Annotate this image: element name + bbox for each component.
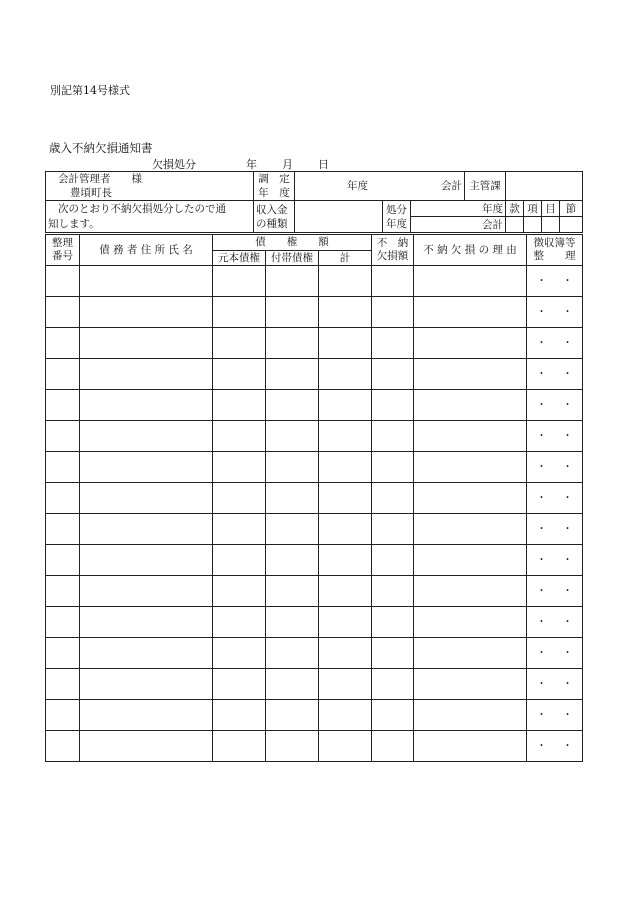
- ledger-dot: ・: [536, 274, 547, 287]
- debtor-cell[interactable]: [80, 483, 213, 514]
- table-row: [46, 266, 583, 297]
- table-row: [46, 421, 583, 452]
- unpaid-cell[interactable]: [372, 297, 414, 328]
- total-cell[interactable]: [319, 266, 372, 297]
- disposal-fiscal-year: 年度: [411, 201, 506, 217]
- reason-cell[interactable]: [414, 638, 527, 669]
- assessment-label-line2: 年 度: [258, 187, 290, 199]
- fiscal-year-text: 年度: [347, 180, 368, 192]
- principal-cell[interactable]: [213, 421, 266, 452]
- table-row: [46, 483, 583, 514]
- ledger-cell[interactable]: [527, 669, 583, 700]
- debtor-cell[interactable]: [80, 576, 213, 607]
- ledger-dot: ・: [562, 646, 573, 659]
- debtor-cell[interactable]: [80, 638, 213, 669]
- disposal-account: 会計: [411, 217, 506, 233]
- debtor-cell[interactable]: [80, 421, 213, 452]
- principal-cell[interactable]: [213, 328, 266, 359]
- incidental-cell[interactable]: [266, 576, 319, 607]
- incidental-cell[interactable]: [266, 297, 319, 328]
- assessment-year-label: [254, 172, 295, 201]
- reason-cell[interactable]: [414, 390, 527, 421]
- reason-cell[interactable]: [414, 297, 527, 328]
- reason-cell[interactable]: [414, 328, 527, 359]
- unpaid-cell[interactable]: [372, 700, 414, 731]
- debtor-cell[interactable]: [80, 700, 213, 731]
- ledger-dot: ・: [536, 646, 547, 659]
- principal-cell[interactable]: [213, 576, 266, 607]
- table-row: [46, 576, 583, 607]
- reason-cell[interactable]: [414, 576, 527, 607]
- ledger-cell[interactable]: [527, 576, 583, 607]
- table-row: [46, 359, 583, 390]
- unpaid-line1: 不 納: [376, 237, 409, 249]
- reason-cell[interactable]: [414, 669, 527, 700]
- detail-table: [45, 234, 583, 762]
- ledger-header: [527, 235, 583, 266]
- unpaid-cell[interactable]: [372, 669, 414, 700]
- debtor-cell[interactable]: [80, 669, 213, 700]
- principal-cell[interactable]: [213, 731, 266, 762]
- debtor-cell[interactable]: [80, 545, 213, 576]
- incidental-cell[interactable]: [266, 700, 319, 731]
- disposition-label: 欠損処分: [152, 158, 196, 171]
- principal-header: 元本債権: [213, 251, 266, 266]
- total-cell[interactable]: [319, 483, 372, 514]
- total-cell[interactable]: [319, 390, 372, 421]
- unpaid-line2: 欠損額: [376, 250, 409, 262]
- reason-header: 不 納 欠 損 の 理 由: [414, 235, 527, 266]
- account-text: 会計: [441, 180, 463, 192]
- disposal-year-label: [383, 201, 411, 233]
- ledger-cell[interactable]: [527, 483, 583, 514]
- ledger-cell[interactable]: [527, 266, 583, 297]
- debtor-cell[interactable]: [80, 607, 213, 638]
- notice-line2: 知します。: [48, 217, 100, 230]
- debtor-cell[interactable]: [80, 514, 213, 545]
- reason-cell[interactable]: [414, 545, 527, 576]
- ledger-dot: ・: [536, 491, 547, 504]
- debtor-cell[interactable]: [80, 390, 213, 421]
- debtor-cell[interactable]: [80, 731, 213, 762]
- disposal-label-line1: 処分: [386, 203, 407, 216]
- table-row: [46, 514, 583, 545]
- incidental-cell[interactable]: [266, 638, 319, 669]
- seiri-cell[interactable]: [46, 266, 80, 297]
- ledger-dot: ・: [562, 584, 573, 597]
- unpaid-cell[interactable]: [372, 390, 414, 421]
- seiri-cell[interactable]: [46, 669, 80, 700]
- ledger-dot: ・: [536, 429, 547, 442]
- unpaid-cell[interactable]: [372, 421, 414, 452]
- ledger-dot: ・: [536, 677, 547, 690]
- addressee-line1: 会計管理者 様: [58, 173, 142, 185]
- notice-cell: [46, 201, 254, 233]
- setsu-header: 節: [560, 201, 583, 217]
- ledger-dot: ・: [536, 739, 547, 752]
- dept-label: 主管課: [465, 172, 506, 201]
- seiri-cell[interactable]: [46, 700, 80, 731]
- incidental-cell[interactable]: [266, 545, 319, 576]
- seiri-cell[interactable]: [46, 638, 80, 669]
- ledger-dot: ・: [562, 491, 573, 504]
- ledger-cell[interactable]: [527, 297, 583, 328]
- principal-cell[interactable]: [213, 545, 266, 576]
- ledger-dot: ・: [562, 367, 573, 380]
- ledger-dot: ・: [536, 460, 547, 473]
- total-cell[interactable]: [319, 421, 372, 452]
- kou-value: [524, 217, 542, 233]
- incidental-cell[interactable]: [266, 328, 319, 359]
- total-cell[interactable]: [319, 514, 372, 545]
- total-cell[interactable]: [319, 607, 372, 638]
- ledger-dot: ・: [536, 305, 547, 318]
- incidental-cell[interactable]: [266, 390, 319, 421]
- incidental-cell[interactable]: [266, 607, 319, 638]
- ledger-dot: ・: [562, 305, 573, 318]
- seiri-cell[interactable]: [46, 731, 80, 762]
- principal-cell[interactable]: [213, 514, 266, 545]
- table-row: [46, 731, 583, 762]
- seiri-line2: 番号: [52, 250, 73, 262]
- ledger-cell[interactable]: [527, 421, 583, 452]
- reason-cell[interactable]: [414, 514, 527, 545]
- unpaid-cell[interactable]: [372, 731, 414, 762]
- claim-amount-header: 債 権 額: [213, 235, 372, 251]
- table-row: [46, 607, 583, 638]
- ledger-dot: ・: [562, 553, 573, 566]
- total-cell[interactable]: [319, 669, 372, 700]
- incidental-cell[interactable]: [266, 266, 319, 297]
- reason-cell[interactable]: [414, 452, 527, 483]
- revenue-type-label: [254, 201, 295, 233]
- incidental-cell[interactable]: [266, 483, 319, 514]
- reason-cell[interactable]: [414, 421, 527, 452]
- table-row: [46, 452, 583, 483]
- ledger-cell[interactable]: [527, 607, 583, 638]
- ledger-cell[interactable]: [527, 328, 583, 359]
- incidental-cell[interactable]: [266, 731, 319, 762]
- ledger-cell[interactable]: [527, 514, 583, 545]
- kan-value: [506, 217, 524, 233]
- seiri-header: [46, 235, 80, 266]
- table-row: [46, 390, 583, 421]
- principal-cell[interactable]: [213, 638, 266, 669]
- seiri-cell[interactable]: [46, 452, 80, 483]
- ledger-line1: 徴収簿等: [533, 237, 576, 249]
- table-row: [46, 700, 583, 731]
- table-row: [46, 638, 583, 669]
- ledger-line2: 整 理: [533, 250, 576, 262]
- disposition-year: 年: [246, 158, 257, 171]
- ledger-dot: ・: [562, 336, 573, 349]
- seiri-cell[interactable]: [46, 297, 80, 328]
- ledger-cell[interactable]: [527, 638, 583, 669]
- ledger-dot: ・: [562, 398, 573, 411]
- ledger-cell[interactable]: [527, 359, 583, 390]
- reason-cell[interactable]: [414, 359, 527, 390]
- moku-header: 目: [542, 201, 560, 217]
- principal-cell[interactable]: [213, 483, 266, 514]
- seiri-line1: 整理: [52, 237, 73, 249]
- incidental-cell[interactable]: [266, 359, 319, 390]
- incidental-cell[interactable]: [266, 452, 319, 483]
- unpaid-cell[interactable]: [372, 359, 414, 390]
- addressee-line2: 豊頃町長: [70, 187, 112, 199]
- seiri-cell[interactable]: [46, 359, 80, 390]
- total-cell[interactable]: [319, 297, 372, 328]
- reason-cell[interactable]: [414, 607, 527, 638]
- revenue-type-value: [295, 201, 383, 233]
- principal-cell[interactable]: [213, 452, 266, 483]
- unpaid-cell[interactable]: [372, 638, 414, 669]
- ledger-cell[interactable]: [527, 390, 583, 421]
- ledger-dot: ・: [562, 522, 573, 535]
- unpaid-cell[interactable]: [372, 545, 414, 576]
- unpaid-cell[interactable]: [372, 483, 414, 514]
- principal-cell[interactable]: [213, 390, 266, 421]
- debtor-header: 債 務 者 住 所 氏 名: [80, 235, 213, 266]
- total-cell[interactable]: [319, 359, 372, 390]
- incidental-cell[interactable]: [266, 421, 319, 452]
- assessment-label-line1: 調 定: [258, 173, 290, 185]
- kan-header: 款: [506, 201, 524, 217]
- ledger-cell[interactable]: [527, 700, 583, 731]
- revenue-type-line2: の種類: [256, 217, 288, 230]
- table-row: [46, 545, 583, 576]
- unpaid-header: [372, 235, 414, 266]
- kou-header: 項: [524, 201, 542, 217]
- debtor-cell[interactable]: [80, 297, 213, 328]
- ledger-cell[interactable]: [527, 452, 583, 483]
- reason-cell[interactable]: [414, 700, 527, 731]
- unpaid-cell[interactable]: [372, 576, 414, 607]
- unpaid-cell[interactable]: [372, 328, 414, 359]
- disposal-label-line2: 年度: [386, 217, 407, 230]
- revenue-type-line1: 収入金: [256, 203, 288, 216]
- document-title: 歳入不納欠損通知書: [49, 141, 153, 155]
- total-cell[interactable]: [319, 452, 372, 483]
- principal-cell[interactable]: [213, 607, 266, 638]
- principal-cell[interactable]: [213, 669, 266, 700]
- total-cell[interactable]: [319, 576, 372, 607]
- unpaid-cell[interactable]: [372, 514, 414, 545]
- ledger-dot: ・: [562, 739, 573, 752]
- notice-line1: 次のとおり不納欠損処分したので通: [58, 202, 226, 215]
- reason-cell[interactable]: [414, 483, 527, 514]
- unpaid-cell[interactable]: [372, 607, 414, 638]
- ledger-dot: ・: [562, 677, 573, 690]
- reason-cell[interactable]: [414, 731, 527, 762]
- header-table: [45, 171, 583, 233]
- table-row: [46, 328, 583, 359]
- disposition-month: 月: [282, 158, 293, 171]
- addressee-cell: [46, 172, 254, 201]
- dept-value: [506, 172, 583, 201]
- ledger-dot: ・: [536, 615, 547, 628]
- total-cell[interactable]: [319, 700, 372, 731]
- total-cell[interactable]: [319, 638, 372, 669]
- seiri-cell[interactable]: [46, 328, 80, 359]
- ledger-cell[interactable]: [527, 545, 583, 576]
- total-header: 計: [319, 251, 372, 266]
- debtor-cell[interactable]: [80, 266, 213, 297]
- total-cell[interactable]: [319, 328, 372, 359]
- debtor-cell[interactable]: [80, 452, 213, 483]
- moku-value: [542, 217, 560, 233]
- ledger-dot: ・: [536, 553, 547, 566]
- seiri-cell[interactable]: [46, 607, 80, 638]
- ledger-dot: ・: [536, 367, 547, 380]
- unpaid-cell[interactable]: [372, 452, 414, 483]
- ledger-dot: ・: [562, 615, 573, 628]
- ledger-dot: ・: [536, 336, 547, 349]
- ledger-dot: ・: [536, 522, 547, 535]
- ledger-dot: ・: [536, 584, 547, 597]
- principal-cell[interactable]: [213, 359, 266, 390]
- table-row: [46, 297, 583, 328]
- debtor-cell[interactable]: [80, 359, 213, 390]
- total-cell[interactable]: [319, 731, 372, 762]
- setsu-value: [560, 217, 583, 233]
- seiri-cell[interactable]: [46, 390, 80, 421]
- reason-cell[interactable]: [414, 266, 527, 297]
- seiri-cell[interactable]: [46, 576, 80, 607]
- table-row: [46, 669, 583, 700]
- debtor-cell[interactable]: [80, 328, 213, 359]
- principal-cell[interactable]: [213, 297, 266, 328]
- seiri-cell[interactable]: [46, 421, 80, 452]
- incidental-header: 付帯債権: [266, 251, 319, 266]
- ledger-dot: ・: [536, 398, 547, 411]
- ledger-dot: ・: [562, 274, 573, 287]
- seiri-cell[interactable]: [46, 545, 80, 576]
- seiri-cell[interactable]: [46, 483, 80, 514]
- total-cell[interactable]: [319, 545, 372, 576]
- seiri-cell[interactable]: [46, 514, 80, 545]
- principal-cell[interactable]: [213, 700, 266, 731]
- principal-cell[interactable]: [213, 266, 266, 297]
- assessment-year-value: [295, 172, 465, 201]
- disposition-day: 日: [318, 158, 329, 171]
- form-number: 別記第14号様式: [50, 84, 130, 97]
- ledger-dot: ・: [562, 708, 573, 721]
- ledger-cell[interactable]: [527, 731, 583, 762]
- unpaid-cell[interactable]: [372, 266, 414, 297]
- ledger-dot: ・: [562, 460, 573, 473]
- incidental-cell[interactable]: [266, 669, 319, 700]
- incidental-cell[interactable]: [266, 514, 319, 545]
- ledger-dot: ・: [562, 429, 573, 442]
- ledger-dot: ・: [536, 708, 547, 721]
